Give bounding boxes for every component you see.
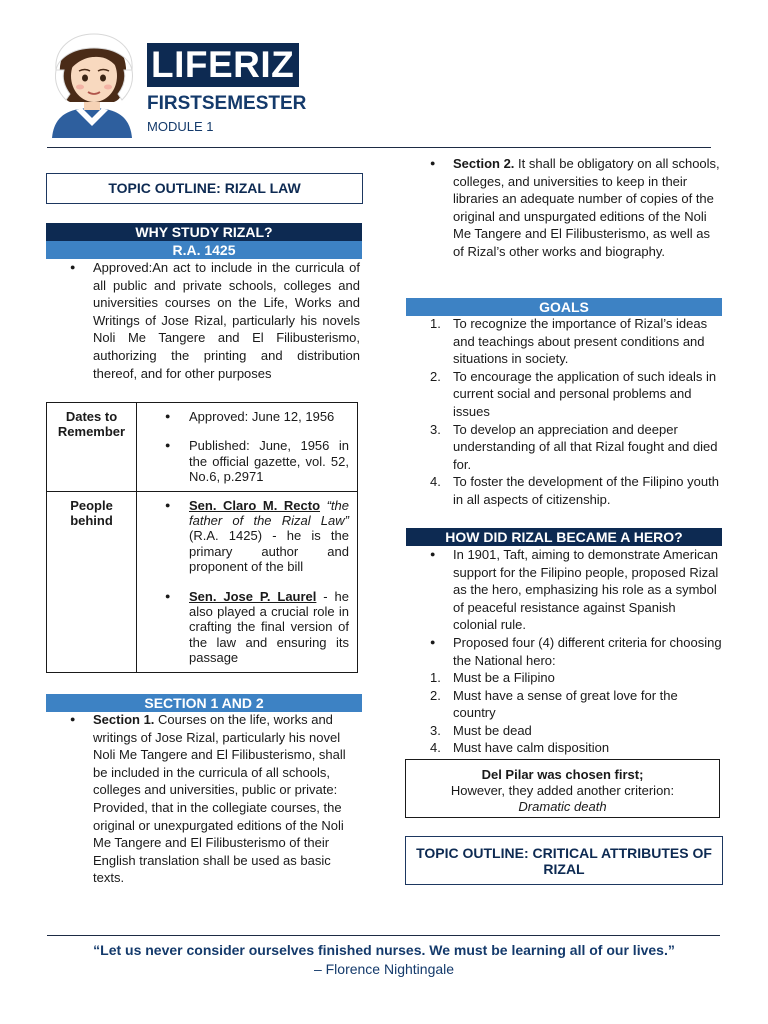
date-item: ● Approved: June 12, 1956: [137, 409, 349, 424]
topic-outline-rizal-law: TOPIC OUTLINE: RIZAL LAW: [46, 173, 363, 204]
document-title: LIFERIZ: [147, 43, 299, 87]
section-1-list: [46, 711, 362, 887]
criterion-text: Must have a sense of great love for the country: [453, 687, 678, 721]
criterion-text: Must have calm disposition: [453, 740, 610, 756]
section-2-item: [406, 155, 722, 261]
approved-list: [46, 259, 360, 382]
goal-text: To encourage the application of such ideals in current social and personal problems and issues: [453, 368, 717, 419]
section-1-and-2-heading: SECTION 1 AND 2: [46, 694, 362, 712]
footer-divider: [47, 935, 720, 936]
criterion-item: [406, 722, 722, 740]
goal-text: To develop an appreciation and deeper understanding of all that Rizal fought and died for.: [453, 421, 718, 472]
goal-number: 3.: [430, 421, 441, 437]
hero-point: ● In 1901, Taft, aiming to demonstrate American support for the Filipino people, proposed Rizal as the hero, emphasizing his role as a symbol of peaceful resistance against Spanish colonial rule.: [406, 546, 722, 634]
criterion-text: Must be dead: [453, 722, 532, 738]
goal-text: To foster the development of the Filipino youth in all aspects of citizenship.: [453, 474, 719, 507]
section-1-text: Courses on the life, works and writings of Jose Rizal, particularly his novel Noli Me Tangere and El Filibusterismo, shall be included in the curricula of all schools, colleges and universities, public or private: Provided, that in the collegiate courses, the original or unexpurgated editions of the Noli Me Tangere and El Filibusterismo of their English translation shall be used as basic texts.: [93, 712, 346, 886]
dates-row: [47, 403, 358, 492]
criterion-item: [406, 687, 722, 722]
dates-values: [137, 403, 358, 492]
ra-1425-heading: R.A. 1425: [46, 241, 362, 259]
goal-number: 2.: [430, 368, 441, 384]
del-pilar-criterion: Dramatic death: [518, 799, 607, 814]
header-divider: [47, 147, 711, 148]
how-rizal-became-hero-heading: HOW DID RIZAL BECAME A HERO?: [406, 528, 722, 546]
criterion-number: 2.: [430, 687, 441, 703]
goal-item: [406, 368, 722, 421]
del-pilar-line: However, they added another criterion:: [450, 783, 675, 798]
criterion-item: [406, 669, 722, 687]
person-item: [137, 589, 349, 666]
person-item: [137, 498, 349, 575]
goal-number: 1.: [430, 316, 441, 331]
criterion-text: Must be a Filipino: [453, 670, 555, 685]
hero-criteria-list: [406, 669, 722, 757]
people-row: [47, 491, 358, 672]
people-values: [137, 491, 358, 672]
date-item: ● Published: June, 1956 in the official gazette, vol. 52, No.6, p.2971: [137, 438, 349, 484]
why-study-rizal-heading: WHY STUDY RIZAL?: [46, 223, 362, 241]
section-2-list: [406, 155, 722, 261]
hero-points-list: [406, 546, 722, 669]
criterion-number: 4.: [430, 740, 441, 756]
dates-people-table: [46, 402, 358, 673]
del-pilar-title: Del Pilar was chosen first;: [481, 767, 644, 782]
goal-item: [406, 315, 722, 368]
goal-text: To recognize the importance of Rizal’s ideas and teachings about present conditions and situations in society.: [453, 316, 708, 367]
topic-outline-critical-attributes: TOPIC OUTLINE: CRITICAL ATTRIBUTES OF RIZAL: [405, 836, 723, 885]
section-2-label: Section 2.: [453, 156, 515, 171]
nurse-avatar-icon: [46, 30, 138, 140]
person-description: - he also played a crucial role in crafting the final version of the law and ensuring its passage: [189, 588, 349, 666]
module-label: MODULE 1: [147, 119, 214, 134]
footer-quote-author: – Florence Nightingale: [313, 961, 455, 977]
section-2-text: It shall be obligatory on all schools, colleges, and universities to keep in their libraries an adequate number of copies of the original and unspurgated editions of the Noli Me Tangere and El Filibusterismo, as well as of Rizal’s other works and biography.: [453, 156, 720, 259]
goal-number: 4.: [430, 474, 441, 490]
approved-item: ● Approved:An act to include in the curricula of all public and private schools, colleges and universities courses on the Life, Works and Writings of Jose Rizal, particularly his novels Noli Me Tangere and El Filibusterismo, authorizing the printing and distribution thereof, and for other purposes: [46, 259, 360, 382]
hero-point: ● Proposed four (4) different criteria for choosing the National hero:: [406, 634, 722, 669]
goal-item: [406, 473, 722, 508]
criterion-number: 1.: [430, 670, 441, 685]
person-name: Sen. Jose P. Laurel: [189, 588, 317, 604]
dates-label: Dates to Remember: [47, 403, 137, 492]
goals-heading: GOALS: [406, 298, 722, 316]
document-subtitle: FIRSTSEMESTER: [147, 93, 307, 114]
criterion-item: [406, 739, 722, 757]
goal-item: [406, 421, 722, 474]
person-name: Sen. Claro M. Recto: [189, 497, 321, 513]
person-quote: “the father of the Rizal Law”: [189, 497, 350, 529]
section-1-label: Section 1.: [93, 712, 155, 727]
del-pilar-note: [405, 759, 720, 818]
footer-quote: “Let us never consider ourselves finished nurses. We must be learning all of our lives.”: [93, 942, 675, 958]
section-1-item: [46, 711, 362, 887]
people-label: People behind: [47, 491, 137, 672]
person-description: (R.A. 1425) - he is the primary author and proponent of the bill: [189, 528, 349, 575]
criterion-number: 3.: [430, 722, 441, 738]
goals-list: [406, 315, 722, 509]
